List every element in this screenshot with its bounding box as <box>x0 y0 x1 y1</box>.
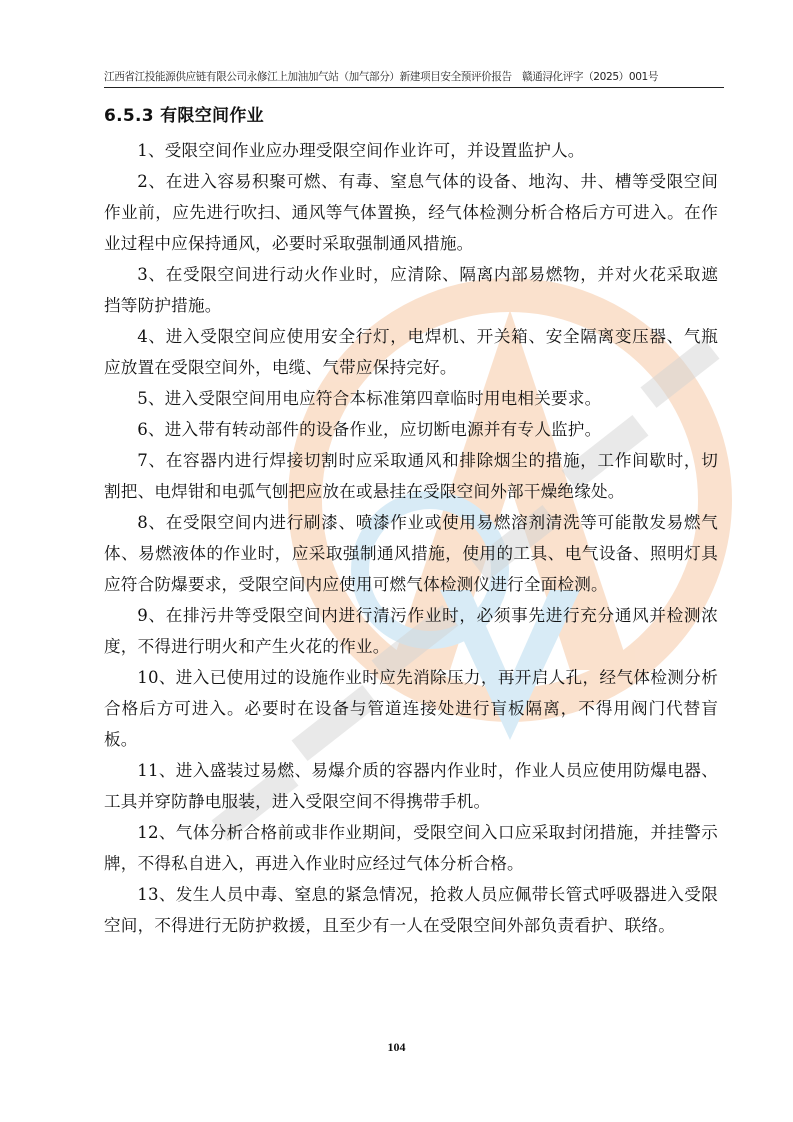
paragraph-3: 3、在受限空间进行动火作业时，应清除、隔离内部易燃物，并对火花采取遮挡等防护措施。 <box>104 265 718 315</box>
paragraph-5: 5、进入受限空间用电应符合本标准第四章临时用电相关要求。 <box>137 389 602 408</box>
paragraph-11: 11、进入盛装过易燃、易爆介质的容器内作业时，作业人员应使用防爆电器、工具并穿防静电服装，进入受限空间不得携带手机。 <box>104 761 718 811</box>
paragraph-13: 13、发生人员中毒、窒息的紧急情况，抢救人员应佩带长管式呼吸器进入受限空间，不得进行无防护救援，且至少有一人在受限空间外部负责看护、联络。 <box>104 885 718 935</box>
paragraph-4: 4、进入受限空间应使用安全行灯，电焊机、开关箱、安全隔离变压器、气瓶应放置在受限空间外，电缆、气带应保持完好。 <box>104 327 718 377</box>
paragraph-6: 6、进入带有转动部件的设备作业，应切断电源并有专人监护。 <box>137 420 602 439</box>
page-number: 104 <box>387 1040 406 1054</box>
paragraph-8: 8、在受限空间内进行刷漆、喷漆作业或使用易燃溶剂清洗等可能散发易燃气体、易燃液体的作业时，应采取强制通风措施，使用的工具、电气设备、照明灯具应符合防爆要求，受限空间内应使用可燃气体检测仪进行全面检测。 <box>104 513 718 594</box>
paragraph-9: 9、在排污井等受限空间内进行清污作业时，必须事先进行充分通风并检测浓度，不得进行明火和产生火花的作业。 <box>104 606 718 656</box>
paragraph-7: 7、在容器内进行焊接切割时应采取通风和排除烟尘的措施，工作间歇时，切割把、电焊钳和电弧气刨把应放在或悬挂在受限空间外部干燥绝缘处。 <box>104 451 718 501</box>
paragraph-10: 10、进入已使用过的设施作业时应先消除压力，再开启人孔，经气体检测分析合格后方可进入。必要时在设备与管道连接处进行盲板隔离，不得用阀门代替盲板。 <box>104 668 718 749</box>
body-text <box>104 135 718 941</box>
document-header: 江西省江投能源供应链有限公司永修江上加油加气站（加气部分）新建项目安全预评价报告 赣通浔化评字（2025）001号 <box>104 71 659 83</box>
section-title: 6.5.3 有限空间作业 <box>104 106 264 126</box>
header-rule <box>104 87 724 88</box>
paragraph-12: 12、气体分析合格前或非作业期间，受限空间入口应采取封闭措施，并挂警示牌，不得私自进入，再进入作业时应经过气体分析合格。 <box>104 823 718 873</box>
paragraph-2: 2、在进入容易积聚可燃、有毒、窒息气体的设备、地沟、井、槽等受限空间作业前，应先进行吹扫、通风等气体置换，经气体检测分析合格后方可进入。在作业过程中应保持通风，必要时采取强制通风措施。 <box>104 172 718 253</box>
paragraph-1: 1、受限空间作业应办理受限空间作业许可，并设置监护人。 <box>137 141 585 160</box>
